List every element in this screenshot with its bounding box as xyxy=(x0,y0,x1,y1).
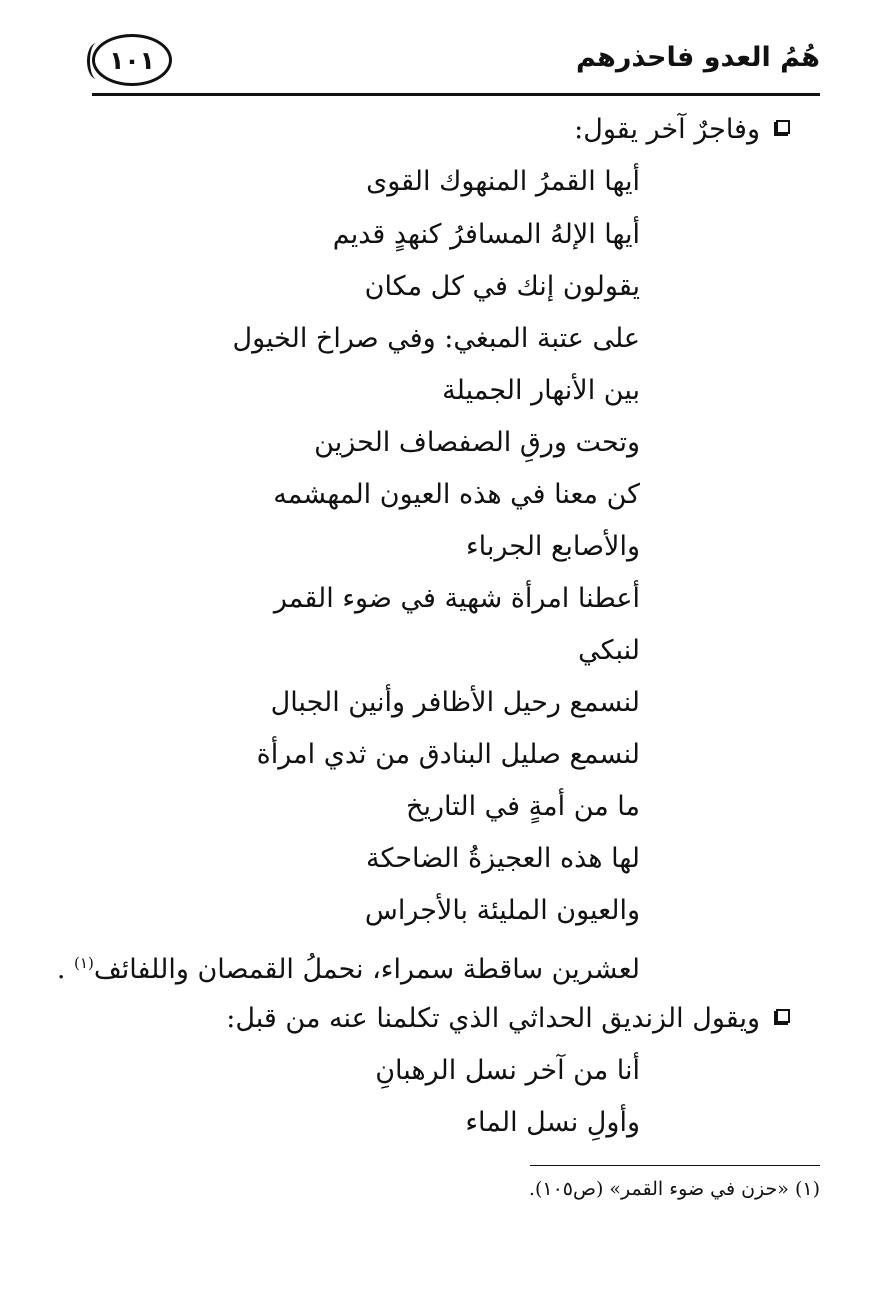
verse-line: وتحت ورقِ الصفصاف الحزين xyxy=(314,427,640,458)
verse-line: وأولِ نسل الماء xyxy=(465,1107,640,1138)
verse-line: لنسمع رحيل الأظافر وأنين الجبال xyxy=(270,687,640,718)
verse-end-mark: . xyxy=(56,954,75,985)
verse-line: أيها القمرُ المنهوك القوى xyxy=(366,166,640,197)
square-bullet-icon xyxy=(776,1009,790,1023)
header-rule xyxy=(92,93,820,96)
verse-line-last xyxy=(57,946,640,987)
footnote-reference: (١) xyxy=(74,954,94,972)
verse-line: يقولون إنك في كل مكان xyxy=(364,271,640,302)
footnote-rule xyxy=(530,1165,820,1166)
verse-line: بين الأنهار الجميلة xyxy=(442,375,640,406)
verse-line: كن معنا في هذه العيون المهشمه xyxy=(273,479,640,510)
intro-text: وفاجرٌ آخر يقول: xyxy=(574,114,760,145)
intro-paragraph-1 xyxy=(574,113,760,147)
verse-line: على عتبة المبغي: وفي صراخ الخيول xyxy=(232,323,640,354)
verse-text: لعشرين ساقطة سمراء، نحملُ القمصان واللفائف xyxy=(93,954,640,985)
verse-line: أيها الإلهُ المسافرُ كنهدٍ قديم xyxy=(332,219,640,250)
verse-line: لها هذه العجيزةُ الضاحكة xyxy=(365,843,640,874)
verse-line: أعطنا امرأة شهية في ضوء القمر xyxy=(273,583,640,614)
verse-line: والعيون المليئة بالأجراس xyxy=(364,895,640,926)
verse-line: ما من أمةٍ في التاريخ xyxy=(406,791,640,822)
verse-line: والأصابع الجرباء xyxy=(465,531,640,562)
page-number: ١٠١ xyxy=(92,34,172,86)
footnote: (١) «حزن في ضوء القمر» (ص١٠٥). xyxy=(528,1178,820,1200)
intro-paragraph-2 xyxy=(226,1002,760,1036)
verse-line: أنا من آخر نسل الرهبانِ xyxy=(375,1055,640,1086)
intro-text: ويقول الزنديق الحداثي الذي تكلمنا عنه من قبل: xyxy=(226,1003,760,1034)
running-title: هُمُ العدو فاحذرهم xyxy=(575,42,820,73)
square-bullet-icon xyxy=(776,120,790,134)
verse-line: لنسمع صليل البنادق من ثدي امرأة xyxy=(256,739,640,770)
verse-line: لنبكي xyxy=(578,635,640,666)
